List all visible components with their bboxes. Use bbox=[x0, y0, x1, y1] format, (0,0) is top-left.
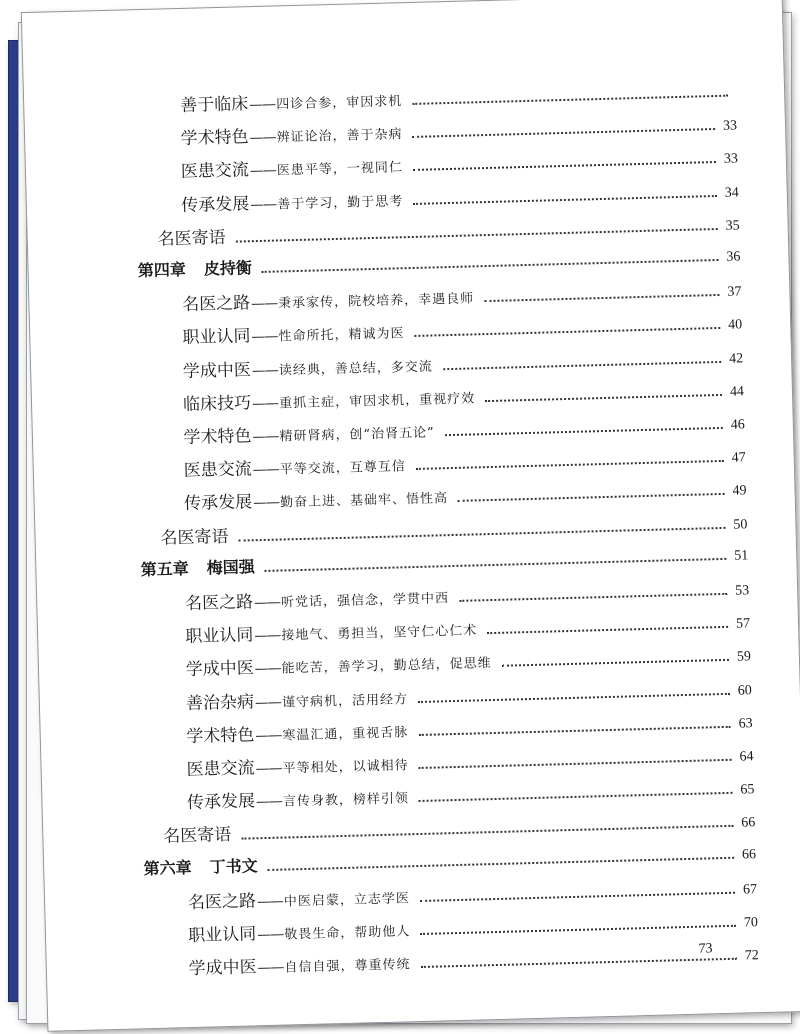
toc-section-row[interactable] bbox=[185, 641, 751, 681]
page-number: 67 bbox=[742, 881, 758, 898]
toc-section-row[interactable] bbox=[188, 906, 758, 946]
page-number: 35 bbox=[725, 218, 740, 234]
title-separator: —— bbox=[255, 760, 282, 778]
section-title: 名医之路 bbox=[187, 891, 257, 913]
dot-leader bbox=[418, 726, 730, 736]
dot-leader bbox=[418, 692, 730, 702]
toc-section-row[interactable] bbox=[183, 408, 745, 448]
page-number: 46 bbox=[730, 417, 746, 433]
section-title: 学术特色 bbox=[186, 725, 255, 747]
title-separator: —— bbox=[249, 129, 276, 147]
section-subtitle: 接地气、勇担当，坚守仁心仁术 bbox=[281, 623, 478, 644]
dot-leader bbox=[487, 626, 728, 634]
dot-leader bbox=[416, 460, 724, 470]
toc-section-row[interactable] bbox=[180, 76, 736, 116]
toc-section-row[interactable] bbox=[183, 442, 746, 482]
toc-section-row[interactable] bbox=[185, 607, 750, 647]
toc-section-row[interactable] bbox=[184, 475, 747, 515]
title-separator: —— bbox=[256, 893, 284, 911]
section-title: 名医寄语 bbox=[157, 227, 226, 250]
section-title: 名医寄语 bbox=[160, 526, 229, 549]
title-separator: —— bbox=[251, 362, 279, 379]
toc-section-row[interactable] bbox=[182, 276, 742, 316]
dot-leader bbox=[421, 958, 737, 968]
title-separator: —— bbox=[250, 196, 277, 213]
section-subtitle: 精研肾病，创“治肾五论” bbox=[279, 425, 435, 445]
toc-section-row[interactable] bbox=[188, 873, 758, 913]
dot-leader bbox=[236, 228, 718, 243]
section-title: 职业认同 bbox=[182, 326, 251, 349]
page-number: 59 bbox=[736, 649, 752, 666]
section-title: 临床技巧 bbox=[182, 393, 252, 415]
section-title: 职业认同 bbox=[188, 924, 257, 947]
page-number: 36 bbox=[726, 249, 741, 265]
section-title: 学成中医 bbox=[185, 658, 254, 681]
dot-leader bbox=[238, 526, 725, 541]
section-subtitle: 自信自强，尊重传统 bbox=[284, 957, 411, 976]
dot-leader bbox=[420, 925, 736, 935]
section-title: 名医之路 bbox=[181, 293, 251, 316]
toc-plain-row[interactable] bbox=[163, 807, 756, 847]
title-separator: —— bbox=[255, 793, 283, 811]
title-separator: —— bbox=[250, 295, 278, 313]
section-title: 学术特色 bbox=[183, 426, 252, 449]
section-title: 学成中医 bbox=[188, 957, 257, 980]
title-separator: —— bbox=[249, 96, 276, 114]
title-separator: —— bbox=[257, 959, 284, 977]
dot-leader bbox=[413, 128, 715, 138]
section-subtitle: 平等交流，互尊互信 bbox=[279, 459, 406, 478]
title-separator: —— bbox=[254, 627, 281, 645]
section-title: 传承发展 bbox=[186, 791, 256, 814]
dot-leader bbox=[262, 259, 719, 273]
title-separator: —— bbox=[252, 461, 279, 479]
section-subtitle: 听党话，强信念，学贯中西 bbox=[280, 591, 450, 611]
section-title: 医患交流 bbox=[183, 459, 253, 482]
section-subtitle: 辨证论治，善于杂病 bbox=[276, 127, 403, 146]
section-title: 医患交流 bbox=[186, 758, 255, 781]
page-number: 57 bbox=[735, 616, 751, 632]
title-separator: —— bbox=[252, 428, 279, 446]
toc-plain-row[interactable] bbox=[160, 508, 748, 548]
section-subtitle: 能吃苦，善学习，勤总结，促思维 bbox=[281, 656, 492, 677]
dot-leader bbox=[265, 558, 727, 572]
page-number: 47 bbox=[731, 450, 746, 466]
section-title: 善于临床 bbox=[180, 94, 249, 117]
toc-section-row[interactable] bbox=[185, 574, 750, 614]
chapter-title: 皮持衡 bbox=[203, 258, 253, 279]
page-number: 66 bbox=[741, 846, 757, 863]
toc-plain-row[interactable] bbox=[157, 209, 740, 249]
dot-leader bbox=[419, 792, 732, 802]
page-number: 33 bbox=[723, 151, 739, 168]
dot-leader bbox=[413, 161, 716, 171]
toc-section-row[interactable] bbox=[181, 176, 739, 216]
section-subtitle: 寒温汇通，重视舌脉 bbox=[282, 725, 409, 744]
dot-leader bbox=[413, 195, 717, 205]
page-number: 65 bbox=[740, 782, 755, 798]
title-separator: —— bbox=[252, 494, 280, 512]
toc-section-row[interactable] bbox=[188, 939, 759, 979]
toc-section-row[interactable] bbox=[186, 674, 752, 714]
toc-section-row[interactable] bbox=[180, 110, 737, 150]
title-separator: —— bbox=[254, 694, 282, 711]
section-subtitle: 读经典，善总结，多交流 bbox=[278, 359, 434, 379]
section-title: 医患交流 bbox=[180, 160, 250, 183]
section-title: 传承发展 bbox=[183, 492, 253, 515]
section-title: 学成中医 bbox=[182, 359, 252, 382]
page-number: 34 bbox=[724, 185, 739, 201]
page-number: 40 bbox=[728, 317, 743, 334]
dot-leader bbox=[443, 361, 721, 370]
title-separator: —— bbox=[249, 162, 277, 180]
section-subtitle: 重抓主症，审因求机，重视疗效 bbox=[278, 391, 476, 412]
section-title: 传承发展 bbox=[180, 193, 250, 216]
toc-section-row[interactable] bbox=[181, 143, 739, 183]
page-number: 42 bbox=[728, 350, 744, 367]
page-number: 33 bbox=[722, 118, 738, 134]
title-separator: —— bbox=[251, 395, 279, 413]
page-number: 49 bbox=[732, 483, 747, 500]
toc-chapter-row[interactable] bbox=[140, 541, 748, 580]
toc-section-row[interactable] bbox=[182, 309, 742, 349]
section-subtitle: 平等相处，以诚相待 bbox=[282, 758, 409, 777]
chapter-title: 梅国强 bbox=[206, 557, 255, 578]
toc-trailing-page-number: 73 bbox=[698, 941, 713, 957]
toc-chapter-row[interactable] bbox=[138, 242, 741, 281]
toc-page bbox=[21, 0, 800, 1032]
dot-leader bbox=[459, 593, 727, 602]
section-title: 善治杂病 bbox=[185, 691, 255, 714]
page-number: 50 bbox=[733, 516, 748, 533]
dot-leader bbox=[484, 294, 719, 302]
toc-section-row[interactable] bbox=[187, 773, 755, 813]
section-subtitle: 勤奋上进、基础牢、悟性高 bbox=[279, 491, 449, 511]
chapter-label: 第四章 bbox=[137, 259, 187, 281]
table-of-contents bbox=[22, 0, 800, 1031]
section-subtitle: 谨守病机，活用经方 bbox=[281, 691, 409, 711]
section-subtitle: 性命所托，精诚为医 bbox=[278, 326, 405, 345]
chapter-title: 丁书文 bbox=[209, 855, 258, 877]
title-separator: —— bbox=[253, 594, 281, 612]
title-separator: —— bbox=[255, 727, 282, 745]
page-number: 66 bbox=[741, 815, 756, 831]
dot-leader bbox=[412, 95, 728, 105]
dot-leader bbox=[502, 659, 729, 667]
page-number: 53 bbox=[734, 583, 750, 599]
page-number: 44 bbox=[729, 384, 745, 400]
toc-section-row[interactable] bbox=[186, 740, 753, 780]
toc-section-row[interactable] bbox=[182, 342, 743, 382]
section-subtitle: 医患平等，一视同仁 bbox=[276, 160, 404, 179]
page-number: 51 bbox=[734, 548, 749, 564]
dot-leader bbox=[268, 856, 735, 870]
chapter-label: 第五章 bbox=[140, 558, 189, 579]
chapter-label: 第六章 bbox=[143, 857, 192, 878]
dot-leader bbox=[458, 493, 725, 502]
page-number: 60 bbox=[737, 682, 752, 699]
dot-leader bbox=[485, 394, 722, 402]
toc-section-row[interactable] bbox=[183, 375, 744, 415]
section-title: 学术特色 bbox=[180, 127, 249, 150]
section-subtitle: 四诊合参，审因求机 bbox=[276, 94, 403, 113]
dot-leader bbox=[445, 427, 723, 436]
dot-leader bbox=[419, 759, 732, 769]
section-title: 职业认同 bbox=[185, 625, 254, 648]
page-number: 72 bbox=[744, 948, 759, 964]
toc-chapter-row[interactable] bbox=[143, 840, 756, 879]
section-subtitle: 敬畏生命，帮助他人 bbox=[284, 924, 411, 943]
title-separator: —— bbox=[251, 328, 278, 346]
dot-leader bbox=[415, 327, 721, 337]
page-number: 37 bbox=[727, 284, 742, 300]
section-title: 名医之路 bbox=[184, 592, 254, 615]
section-subtitle: 中医启蒙，立志学医 bbox=[283, 891, 411, 910]
title-separator: —— bbox=[257, 926, 284, 944]
section-title: 名医寄语 bbox=[163, 825, 232, 848]
section-subtitle: 秉承家传，院校培养，幸遇良师 bbox=[278, 291, 475, 312]
toc-section-row[interactable] bbox=[186, 707, 753, 747]
page-number: 70 bbox=[743, 915, 759, 931]
dot-leader bbox=[420, 892, 735, 902]
dot-leader bbox=[241, 825, 733, 840]
page-number: 63 bbox=[738, 716, 753, 732]
section-subtitle: 善于学习，勤于思考 bbox=[277, 193, 404, 213]
title-separator: —— bbox=[254, 660, 281, 678]
page-number: 64 bbox=[739, 749, 754, 765]
section-subtitle: 言传身教，榜样引领 bbox=[282, 791, 410, 810]
